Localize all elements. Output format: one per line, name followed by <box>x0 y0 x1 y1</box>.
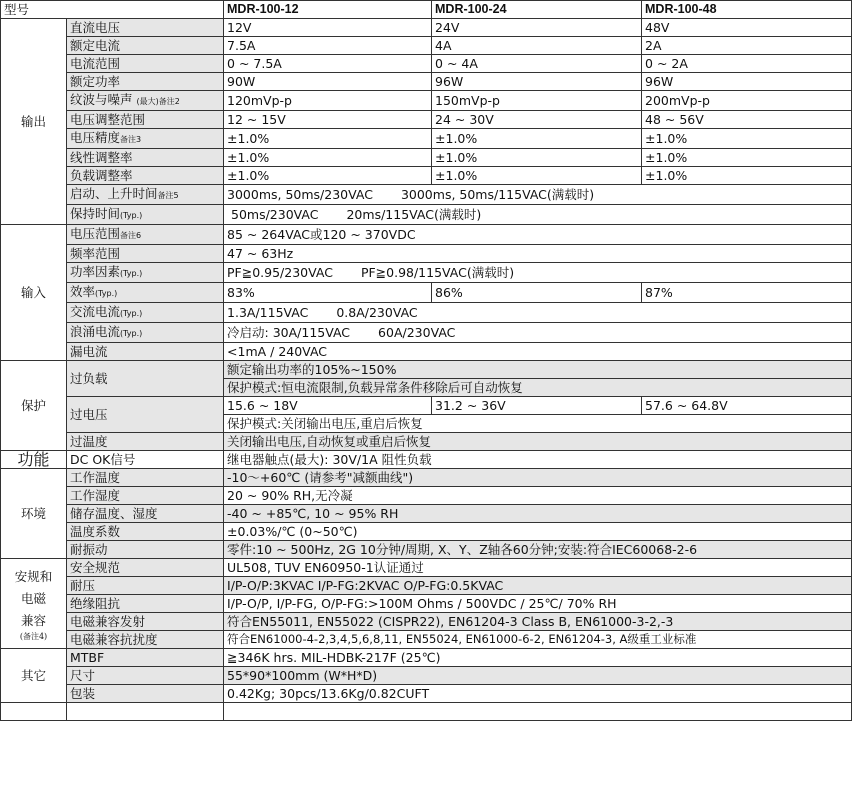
row-note: 备注3 <box>120 135 142 144</box>
row-label: 耐压 <box>67 577 224 595</box>
cell-value: ±1.0% <box>224 149 432 167</box>
cell-value: ±1.0% <box>432 129 642 149</box>
cell-value: 符合EN61000-4-2,3,4,5,6,8,11, EN55024, EN61000-6-2, EN61204-3, A级重工业标准 <box>224 631 852 649</box>
cell-value: ±1.0% <box>642 129 852 149</box>
table-row <box>1 323 852 343</box>
cutoff-cell <box>67 703 224 721</box>
cell-value: ±1.0% <box>224 129 432 149</box>
cell-value <box>224 205 852 225</box>
group-safety-line: 电磁 <box>20 590 46 606</box>
cell-value: 48 ~ 56V <box>642 111 852 129</box>
row-label-text: 电压精度 <box>70 130 121 145</box>
table-row <box>1 167 852 185</box>
table-row <box>1 283 852 303</box>
row-label: 电磁兼容抗扰度 <box>67 631 224 649</box>
row-label-text: 电压范围 <box>70 226 121 241</box>
row-label: 包装 <box>67 685 224 703</box>
row-note: 备注2 <box>158 97 180 106</box>
cell-value <box>224 323 852 343</box>
table-row <box>1 37 852 55</box>
cell-value: 47 ~ 63Hz <box>224 245 852 263</box>
cell-text: 0.8A/230VAC <box>336 305 418 320</box>
table-row <box>1 487 852 505</box>
cell-value: 83% <box>224 283 432 303</box>
row-label: 耐振动 <box>67 541 224 559</box>
row-note: (Typ.) <box>120 211 143 220</box>
table-row <box>1 523 852 541</box>
cell-value: ≧346K hrs. MIL-HDBK-217F (25℃) <box>224 649 852 667</box>
table-row-cutoff <box>1 703 852 721</box>
row-label <box>67 303 224 323</box>
row-note: (最大) <box>136 97 159 106</box>
cell-value: 保护模式:恒电流限制,负载异常条件移除后可自动恢复 <box>224 379 852 397</box>
row-label: DC OK信号 <box>67 451 224 469</box>
cell-value: I/P-O/P, I/P-FG, O/P-FG:>100M Ohms / 500VDC / 25℃/ 70% RH <box>224 595 852 613</box>
row-label: 过温度 <box>67 433 224 451</box>
cell-value: 96W <box>432 73 642 91</box>
cutoff-cell <box>1 703 67 721</box>
table-row <box>1 225 852 245</box>
cell-value: ±1.0% <box>432 149 642 167</box>
cell-value: -10～+60℃ (请参考"减额曲线") <box>224 469 852 487</box>
table-row <box>1 613 852 631</box>
group-function-label: 功能 <box>1 451 67 469</box>
cell-text: 50ms/230VAC <box>231 207 319 222</box>
cell-value <box>224 185 852 205</box>
cell-value: 2A <box>642 37 852 55</box>
cell-value: <1mA / 240VAC <box>224 343 852 361</box>
table-row <box>1 451 852 469</box>
row-label <box>67 323 224 343</box>
cell-value: ±1.0% <box>642 167 852 185</box>
cell-value: -40 ~ +85℃, 10 ~ 95% RH <box>224 505 852 523</box>
table-row <box>1 19 852 37</box>
table-row <box>1 667 852 685</box>
cell-value: 7.5A <box>224 37 432 55</box>
group-safety-label <box>1 559 67 649</box>
cell-value: 90W <box>224 73 432 91</box>
cell-value: ±0.03%/℃ (0~50℃) <box>224 523 852 541</box>
group-input-label: 输入 <box>1 225 67 361</box>
group-safety-line: 兼容 <box>20 612 46 628</box>
row-label: 储存温度、湿度 <box>67 505 224 523</box>
cell-value: 15.6 ~ 18V <box>224 397 432 415</box>
group-environment-label: 环境 <box>1 469 67 559</box>
row-label: 电流范围 <box>67 55 224 73</box>
row-label <box>67 205 224 225</box>
cell-value: 150mVp-p <box>432 91 642 111</box>
row-label: 安全规范 <box>67 559 224 577</box>
cell-value: 0 ~ 4A <box>432 55 642 73</box>
cell-value: 关闭输出电压,自动恢复或重启后恢复 <box>224 433 852 451</box>
row-label: 工作温度 <box>67 469 224 487</box>
cell-text: PF≧0.98/115VAC(满载时) <box>360 265 515 280</box>
row-label: 工作湿度 <box>67 487 224 505</box>
row-note: 备注6 <box>120 231 142 240</box>
header-row <box>1 1 852 19</box>
table-row <box>1 541 852 559</box>
cell-value: 20 ~ 90% RH,无冷凝 <box>224 487 852 505</box>
row-note: (Typ.) <box>120 329 143 338</box>
row-label: 电压调整范围 <box>67 111 224 129</box>
cutoff-cell <box>224 703 852 721</box>
group-output-label: 输出 <box>1 19 67 225</box>
group-safety-line: 安规和 <box>14 568 53 584</box>
model-title: 型号 <box>1 1 224 19</box>
model-name: MDR-100-12 <box>224 1 432 19</box>
group-protection-label: 保护 <box>1 361 67 451</box>
cell-value: ±1.0% <box>642 149 852 167</box>
row-label: 额定功率 <box>67 73 224 91</box>
row-label: 额定电流 <box>67 37 224 55</box>
group-safety-note: (备注4) <box>19 631 48 641</box>
table-row <box>1 91 852 111</box>
table-row <box>1 685 852 703</box>
row-label: 过负载 <box>67 361 224 397</box>
row-label: 负载调整率 <box>67 167 224 185</box>
row-label-text: 功率因素 <box>70 264 121 279</box>
cell-value: 87% <box>642 283 852 303</box>
cell-value: 0.42Kg; 30pcs/13.6Kg/0.82CUFT <box>224 685 852 703</box>
row-label <box>67 283 224 303</box>
table-row <box>1 595 852 613</box>
table-row <box>1 577 852 595</box>
cell-value: 86% <box>432 283 642 303</box>
table-row <box>1 303 852 323</box>
cell-text: 1.3A/115VAC <box>227 305 309 320</box>
table-row <box>1 343 852 361</box>
row-label: 温度系数 <box>67 523 224 541</box>
row-label-text: 启动、上升时间 <box>70 186 158 201</box>
table-row <box>1 245 852 263</box>
row-note: (Typ.) <box>120 309 143 318</box>
cell-text: 3000ms, 50ms/230VAC <box>227 187 373 202</box>
cell-value: 96W <box>642 73 852 91</box>
cell-value: 12V <box>224 19 432 37</box>
group-other-label: 其它 <box>1 649 67 703</box>
cell-value: 零件:10 ~ 500Hz, 2G 10分钟/周期, X、Y、Z轴各60分钟;安装:符合IEC60068-2-6 <box>224 541 852 559</box>
row-label-text: 纹波与噪声 <box>70 92 133 107</box>
cell-value <box>224 303 852 323</box>
row-label: 频率范围 <box>67 245 224 263</box>
table-row <box>1 111 852 129</box>
table-row <box>1 559 852 577</box>
row-note: (Typ.) <box>120 269 143 278</box>
row-label <box>67 185 224 205</box>
cell-value: 0 ~ 2A <box>642 55 852 73</box>
cell-value: ±1.0% <box>224 167 432 185</box>
cell-value: 200mVp-p <box>642 91 852 111</box>
row-label: 直流电压 <box>67 19 224 37</box>
row-note: (Typ.) <box>95 289 118 298</box>
cell-value: 55*90*100mm (W*H*D) <box>224 667 852 685</box>
row-label: 漏电流 <box>67 343 224 361</box>
table-row <box>1 505 852 523</box>
table-row <box>1 361 852 379</box>
table-row <box>1 397 852 415</box>
row-label: 过电压 <box>67 397 224 433</box>
table-row <box>1 129 852 149</box>
cell-value: 额定输出功率的105%~150% <box>224 361 852 379</box>
cell-value: 符合EN55011, EN55022 (CISPR22), EN61204-3 Class B, EN61000-3-2,-3 <box>224 613 852 631</box>
cell-value: 4A <box>432 37 642 55</box>
model-name: MDR-100-48 <box>642 1 852 19</box>
cell-value: 85 ~ 264VAC或120 ~ 370VDC <box>224 225 852 245</box>
row-label <box>67 225 224 245</box>
table-row <box>1 469 852 487</box>
model-name: MDR-100-24 <box>432 1 642 19</box>
cell-text: 3000ms, 50ms/115VAC(满载时) <box>400 187 595 202</box>
table-row <box>1 205 852 225</box>
row-label: 线性调整率 <box>67 149 224 167</box>
table-row <box>1 631 852 649</box>
row-label: 电磁兼容发射 <box>67 613 224 631</box>
cell-value: 57.6 ~ 64.8V <box>642 397 852 415</box>
cell-value <box>224 263 852 283</box>
row-label-text: 效率 <box>70 284 96 299</box>
cell-value: 48V <box>642 19 852 37</box>
row-label <box>67 263 224 283</box>
row-label-text: 保持时间 <box>70 206 121 221</box>
table-row <box>1 149 852 167</box>
row-label: 尺寸 <box>67 667 224 685</box>
row-note: 备注5 <box>157 191 179 200</box>
cell-value: 12 ~ 15V <box>224 111 432 129</box>
cell-value: 0 ~ 7.5A <box>224 55 432 73</box>
table-row <box>1 73 852 91</box>
cell-text: 60A/230VAC <box>378 325 456 340</box>
table-row <box>1 263 852 283</box>
row-label-text: 浪涌电流 <box>70 324 121 339</box>
cell-value: 保护模式:关闭输出电压,重启后恢复 <box>224 415 852 433</box>
cell-value: 24 ~ 30V <box>432 111 642 129</box>
row-label: 绝缘阻抗 <box>67 595 224 613</box>
cell-value: UL508, TUV EN60950-1认证通过 <box>224 559 852 577</box>
table-row <box>1 55 852 73</box>
cell-text: PF≧0.95/230VAC <box>227 265 333 280</box>
row-label <box>67 129 224 149</box>
cell-text: 20ms/115VAC(满载时) <box>346 207 482 222</box>
table-row <box>1 649 852 667</box>
table-row <box>1 433 852 451</box>
cell-value: 继电器触点(最大): 30V/1A 阻性负载 <box>224 451 852 469</box>
cell-value: ±1.0% <box>432 167 642 185</box>
row-label-text: 交流电流 <box>70 304 121 319</box>
cell-value: 24V <box>432 19 642 37</box>
cell-value: I/P-O/P:3KVAC I/P-FG:2KVAC O/P-FG:0.5KVAC <box>224 577 852 595</box>
cell-value: 31.2 ~ 36V <box>432 397 642 415</box>
table-row <box>1 185 852 205</box>
row-label <box>67 91 224 111</box>
cell-value: 120mVp-p <box>224 91 432 111</box>
row-label: MTBF <box>67 649 224 667</box>
cell-text: 冷启动: 30A/115VAC <box>227 325 351 340</box>
